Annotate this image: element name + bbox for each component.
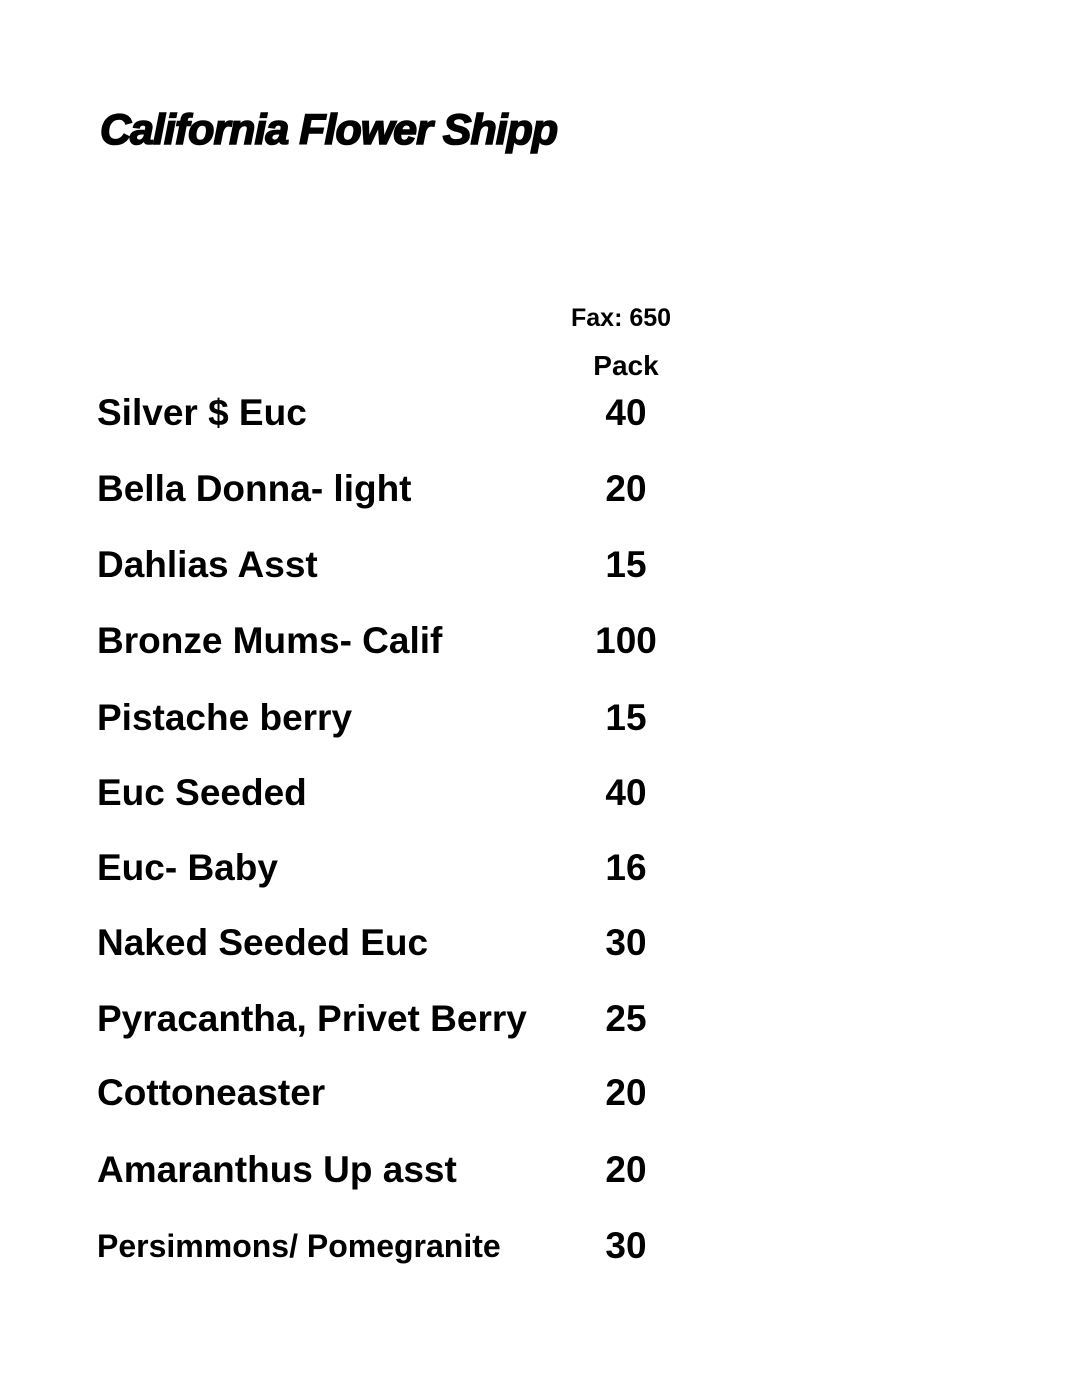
list-item (0, 541, 1080, 589)
item-pack-quantity: 40 (605, 392, 647, 433)
item-pack-quantity: 40 (605, 772, 647, 813)
item-pack-quantity: 15 (605, 544, 647, 585)
fax-label: Fax: 650 (571, 304, 672, 332)
list-item (0, 389, 1080, 437)
list-item (0, 1069, 1080, 1117)
item-pack-quantity: 100 (595, 620, 657, 661)
item-pack-quantity: 20 (605, 1149, 647, 1190)
list-item (0, 919, 1080, 967)
item-pack-quantity: 20 (605, 468, 647, 509)
item-name: Pistache berry (97, 697, 353, 738)
list-item (0, 465, 1080, 513)
item-name: Naked Seeded Euc (97, 922, 429, 963)
item-pack-quantity: 30 (605, 1225, 647, 1266)
item-name: Bronze Mums- Calif (97, 620, 443, 661)
item-name: Dahlias Asst (97, 544, 318, 585)
list-item (0, 844, 1080, 892)
list-item (0, 1146, 1080, 1194)
item-pack-quantity: 16 (605, 847, 647, 888)
item-name: Persimmons/ Pomegranite (97, 1228, 501, 1264)
list-item (0, 694, 1080, 742)
item-name: Euc- Baby (97, 847, 278, 888)
item-name: Amaranthus Up asst (97, 1149, 457, 1190)
list-item (0, 617, 1080, 665)
item-name: Silver $ Euc (97, 392, 307, 433)
pack-column-header: Pack (593, 350, 659, 381)
document-title: California Flower Shipp (100, 106, 558, 154)
list-item (0, 1222, 1080, 1270)
item-pack-quantity: 30 (605, 922, 647, 963)
list-item (0, 769, 1080, 817)
item-pack-quantity: 25 (605, 998, 647, 1039)
item-name: Pyracantha, Privet Berry (97, 998, 527, 1039)
item-pack-quantity: 15 (605, 697, 647, 738)
item-name: Cottoneaster (97, 1072, 326, 1113)
item-name: Bella Donna- light (97, 468, 412, 509)
item-name: Euc Seeded (97, 772, 307, 813)
item-pack-quantity: 20 (605, 1072, 647, 1113)
list-item (0, 995, 1080, 1043)
